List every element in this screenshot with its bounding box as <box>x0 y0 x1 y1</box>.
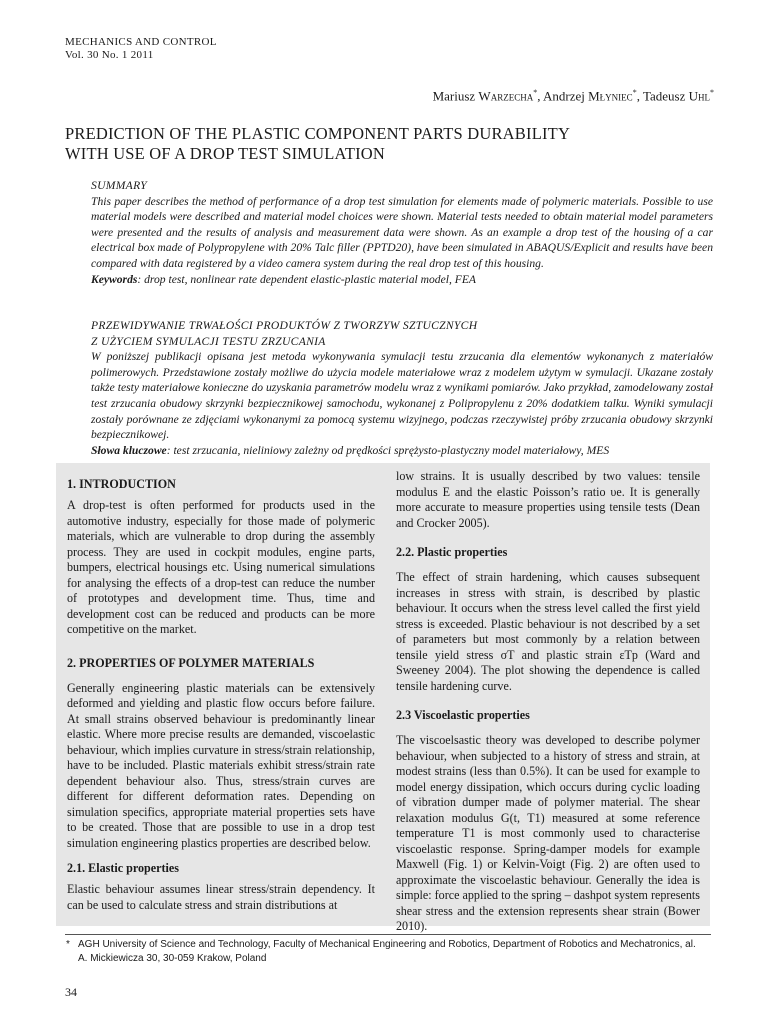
journal-header <box>65 36 217 62</box>
author-list <box>433 88 714 104</box>
paragraph: Generally engineering plastic materials can be extensively deformed and yielding and plastic flow occurs before failure. At small strains observed behaviour is predominantly linear elastic. Where more precise results are demanded, viscoelastic behaviour, which implies curvature in stress/strain relationship, have to be included. Plastic materials exhibit stress/strain rate dependent behaviour also. Thus, stress/strain curves are different for different deformation rates. Depending on simulation specifics, appropriate material properties sets have to be created. Those that are possible to use in a drop test simulation engineering plastics properties are described below. <box>67 680 375 850</box>
affiliation-mark: * <box>533 88 538 97</box>
summary-text: This paper describes the method of performance of a drop test simulation for elements made of polymeric materials. Possible to use material models were described and material model choices were shown. Material tests needed to obtain material model parameters were presented and the results of analysis and measurement data were shown. As an example a drop test of the housing of a car electrical box made of Polypropylene with 20% Talc filler (PPTD20), have been simulated in ABAQUS/Explicit and results have been compared with data registered by a video camera system during the real drop test of this housing. <box>91 194 713 270</box>
polish-summary-text: W poniższej publikacji opisana jest metoda wykonywania symulacji testu zrzucania dla elementów wykonanych z materiałów polimerowych. Przedstawione zostały możliwe do użycia modele materiałowe wraz z modelem użytym w symulacji. Ukazane zostały także testy materiałowe konieczne do uzyskania parametrów modelu wraz z wynikami pomiarów. Jako przykład, zamodelowany został test zrzucania obudowy skrzynki bezpiecznikowej samochodu, wykonanej z Polipropylenu z 20% dodatkiem talku. Wyniki symulacji zostały porównane ze zdjęciami wykonanymi za pomocą systemu wizyjnego, podczas rzeczywistej próby zrzucania obudowy skrzynki bezpiecznikowej. <box>91 350 713 442</box>
polish-keywords-label: Słowa kluczowe <box>91 443 167 457</box>
section-heading-properties: 2. PROPERTIES OF POLYMER MATERIALS <box>67 655 315 670</box>
author-first: Mariusz <box>432 88 476 104</box>
polish-keywords <box>91 443 713 459</box>
right-column <box>385 463 710 933</box>
keywords-text: : drop test, nonlinear rate dependent elastic-plastic material model, FEA <box>137 272 476 286</box>
author-first: Andrzej <box>543 88 585 104</box>
section-heading-elastic: 2.1. Elastic properties <box>67 861 179 875</box>
footnote-mark: * <box>66 939 70 950</box>
author-last: Uhl <box>688 88 710 104</box>
keywords-label: Keywords <box>91 272 138 286</box>
journal-name: MECHANICS AND CONTROL <box>65 36 217 48</box>
author-last: Warzecha <box>478 88 534 104</box>
summary-section <box>91 178 713 287</box>
polish-keywords-text: : test zrzucania, nieliniowy zależny od prędkości sprężysto-plastyczny model materiałowy, MES <box>166 443 610 457</box>
author-separator: , <box>636 88 643 104</box>
title-line: WITH USE OF A DROP TEST SIMULATION <box>65 144 386 163</box>
polish-title-line: PRZEWIDYWANIE TRWAŁOŚCI PRODUKTÓW Z TWORZYW SZTUCZNYCH <box>91 319 478 332</box>
footnote-rule <box>65 934 711 935</box>
author-first: Tadeusz <box>642 88 686 104</box>
footnote <box>66 938 712 965</box>
section-heading-introduction: 1. INTRODUCTION <box>67 477 176 491</box>
footnote-text: AGH University of Science and Technology, Faculty of Mechanical Engineering and Robotics, Department of Robotics and Mechatronics, al. A. Mickiewicza 30, 30-059 Krakow, Poland <box>78 939 696 964</box>
paragraph: A drop-test is often performed for products used in the automotive industry, especially for those made of polymeric materials, which are vulnerable to drop during the assembly process. They are used in cockpit modules, engine parts, bumpers, electrical housings etc. Using numerical simulations for analysing the effects of a drop-test can reduce the number of prototypes and development time. Thus, time and development cost can be reduced and products can be more competitive on the market. <box>67 498 375 636</box>
paragraph: low strains. It is usually described by two values: tensile modulus E and the elastic Poisson’s ratio υe. It is generally more accurate to measure properties using tensile tests (Dean and Crocker 2005). <box>396 469 700 530</box>
title-line: PREDICTION OF THE PLASTIC COMPONENT PARTS DURABILITY <box>65 124 571 143</box>
paper-title <box>65 124 715 164</box>
section-heading-plastic: 2.2. Plastic properties <box>396 545 508 559</box>
paragraph: The viscoelsastic theory was developed to describe polymer behaviour, when subjected to a history of stress and strain, at modest strains (less than 0.5%). It can be used for example to model energy dissipation, which occurs during cyclic loading of vibration dumper made of polymer material. The shear relaxation modulus G(t, T1) measured at some reference temperature T1 is most commonly used to characterise viscoelastic response. Spring-damper models for example Maxwell (Fig. 1) or Kelvin-Voigt (Fig. 2) are often used to approximate the viscoelastic behaviour. Generally the idea is simple: force applied to the spring – dashpot system represents shear stress and the extension represents shear strain (Bower 2010). <box>396 733 700 933</box>
page-number: 34 <box>65 985 77 999</box>
author-last: Młyniec <box>588 88 633 104</box>
journal-volume: Vol. 30 No. 1 2011 <box>65 49 154 61</box>
left-column <box>56 463 385 926</box>
polish-summary-section <box>91 318 713 458</box>
affiliation-mark: * <box>632 88 637 97</box>
paragraph: The effect of strain hardening, which causes subsequent increases in stress with strain, is described by plastic behaviour. It occurs when the stress level called the first yield stress is exceeded. Plastic behaviour is not described by a set of parameters but most commonly by a relation between tensile yield stress σT and plastic strain εTp (Ward and Sweeney 2004). The plot showing the dependence is called tensile hardening curve. <box>396 570 700 693</box>
author-separator: , <box>537 88 543 104</box>
keywords <box>91 272 713 288</box>
summary-heading: SUMMARY <box>91 179 147 192</box>
section-heading-viscoelastic: 2.3 Viscoelastic properties <box>396 708 530 722</box>
paragraph: Elastic behaviour assumes linear stress/strain dependency. It can be used to calculate stress and strain distributions at <box>67 882 375 912</box>
polish-title-line: Z UŻYCIEM SYMULACJI TESTU ZRZUCANIA <box>91 334 326 348</box>
affiliation-mark: * <box>710 88 714 97</box>
